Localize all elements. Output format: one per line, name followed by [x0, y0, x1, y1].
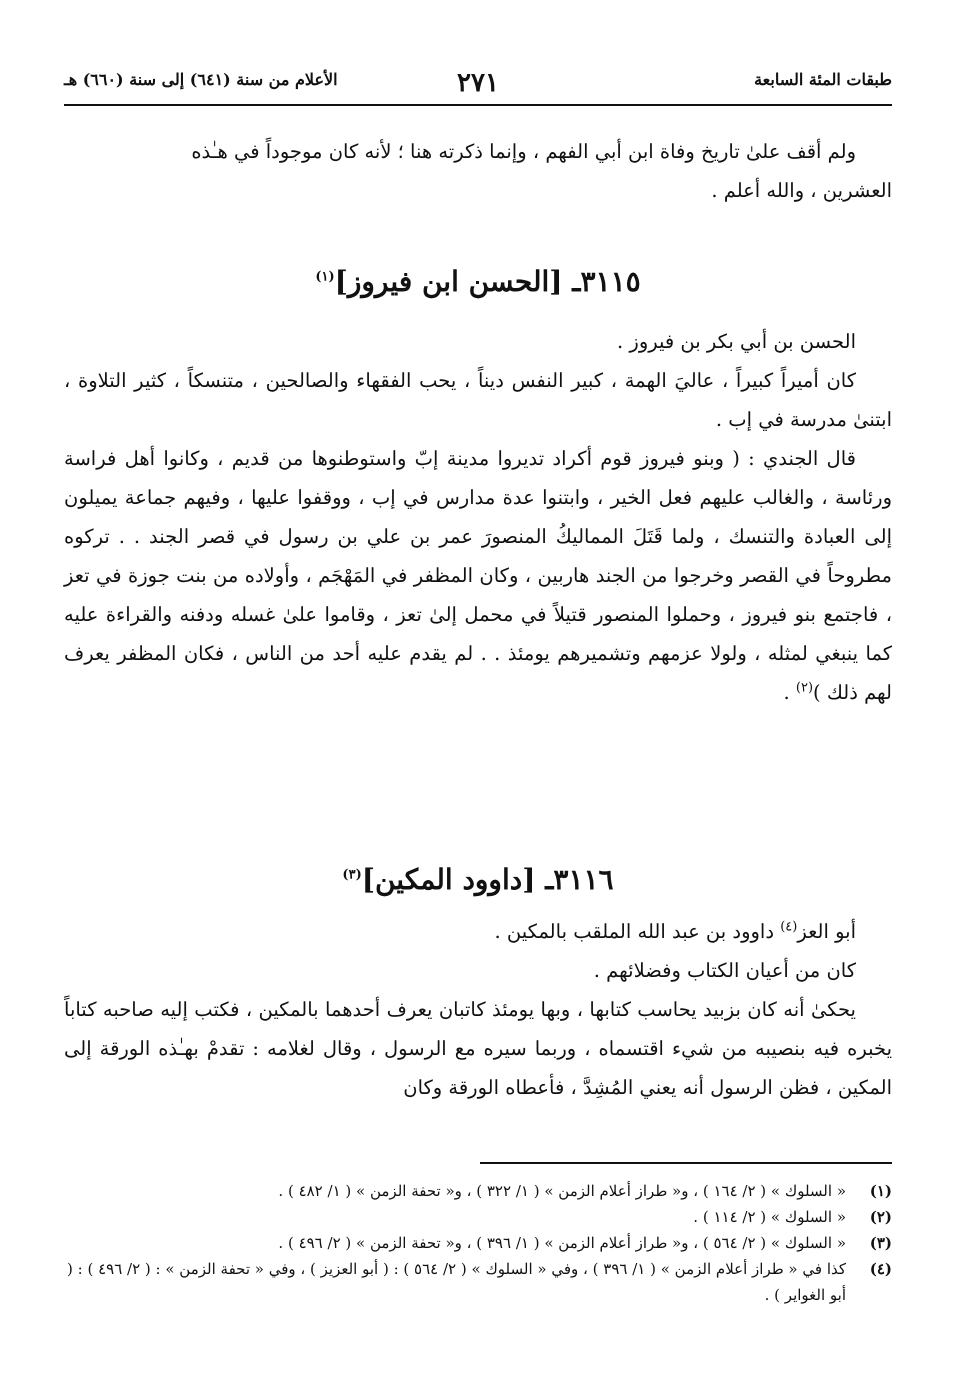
footnote-divider: [480, 1162, 892, 1164]
entry-3116-story: يحكىٰ أنه كان بزبيد يحاسب كتابها ، وبها يومئذ كاتبان يعرف أحدهما بالمكين ، فكتب إليه صاحبه كتاباً يخبره فيه بنصيبه من شيء اقتسماه ، وربما سيره مع الرسول ، وقال لغلامه : تقدمْ بهـٰذه الورقة إلى المكين ، فظن الرسول أنه يعني المُشِدَّ ، فأعطاه الورقة وكان: [64, 998, 892, 1099]
entry-3116-name-rest: داوود بن عبد الله الملقب بالمكين .: [494, 920, 781, 943]
page-number: ٢٧١: [457, 68, 499, 98]
entry-3115-quote-end: .: [783, 681, 796, 704]
entry-3116-description: كان من أعيان الكتاب وفضلائهم .: [593, 959, 856, 982]
entry-3116-kunya: أبو العز: [797, 920, 856, 943]
intro-line-2: العشرين ، والله أعلم .: [711, 179, 892, 202]
footnote-1: [64, 1178, 892, 1204]
running-header-right: طبقات المئة السابعة: [754, 70, 892, 89]
entry-3116-name: [64, 912, 892, 951]
footnote-2: [64, 1204, 892, 1230]
footnote-ref-4: (٤): [780, 919, 798, 935]
footnote-3-text: « السلوك » ( ٢/ ٥٦٤ ) ، و« طراز أعلام الزمن » ( ١/ ٣٩٦ ) ، و« تحفة الزمن » ( ٢/ ٤٩٦ ) .: [278, 1234, 846, 1252]
entry-3115-quote: [64, 439, 892, 712]
entry-3116-title-text: ٣١١٦ـ [داوود المكين]: [361, 863, 614, 896]
running-header-left: الأعلام من سنة (٦٤١) إلى سنة (٦٦٠) هـ: [64, 70, 338, 89]
footnote-ref-2: (٢): [795, 680, 814, 696]
footnote-3-number: (٣): [869, 1234, 892, 1252]
entry-3115-name: الحسن بن أبي بكر بن فيروز .: [617, 330, 856, 353]
footnotes: [64, 1178, 892, 1308]
intro-line-1: ولم أقف علىٰ تاريخ وفاة ابن أبي الفهم ، وإنما ذكرته هنا ؛ لأنه كان موجوداً في هـٰذه: [191, 140, 856, 163]
entry-3116-body: [64, 912, 892, 1107]
footnote-2-text: « السلوك » ( ٢/ ١١٤ ) .: [693, 1208, 846, 1226]
entry-3115-body: [64, 322, 892, 712]
entry-3116-title: [64, 860, 892, 900]
footnote-3: [64, 1230, 892, 1256]
footnote-4-text: كذا في « طراز أعلام الزمن » ( ١/ ٣٩٦ ) ، وفي « السلوك » ( ٢/ ٥٦٤ ) : ( أبو العزيز ) ، وفي « تحفة الزمن » : ( ٢/ ٤٩٦ ) : ( أبو الغواير ) .: [67, 1260, 846, 1304]
footnote-2-number: (٢): [869, 1208, 892, 1226]
intro-paragraph: [64, 132, 892, 210]
entry-3115-title: [64, 262, 892, 302]
footnote-4: [64, 1256, 892, 1308]
entry-3115-quote-text: قال الجندي : ( وبنو فيروز قوم أكراد تديروا مدينة إبّ واستوطنوها من قديم ، وكانوا أهل فراسة ورئاسة ، والغالب عليهم فعل الخير ، وابتنوا عدة مدارس في إب ، ووقفوا عليها ، وفيهم جماعة يميلون إلى العبادة والتنسك ، ولما قَتَلَ المماليكُ المنصورَ عمر بن علي بن رسول في قصر الجند . . تركوه مطروحاً في القصر وخرجوا من الجند هاربين ، وكان المظفر في المَهْجَم ، وأولاده من بنت جوزة في تعز ، فاجتمع بنو فيروز ، وحملوا المنصور قتيلاً في محمل إلىٰ تعز ، وقاموا علىٰ غسله ودفنه والقراءة عليه كما ينبغي لمثله ، ولولا عزمهم وتشميرهم يومئذ . . لم يقدم عليه أحد من الناس ، فكان المظفر يعرف لهم ذلك ): [64, 447, 892, 704]
entry-3115-description: كان أميراً كبيراً ، عاليَ الهمة ، كبير النفس ديناً ، يحب الفقهاء والصالحين ، متنسكاً ، كثير التلاوة ، ابتنىٰ مدرسة في إب .: [64, 369, 892, 431]
footnote-4-number: (٤): [869, 1260, 892, 1278]
footnote-1-number: (١): [869, 1182, 892, 1200]
header-divider: [64, 104, 892, 106]
footnote-1-text: « السلوك » ( ٢/ ١٦٤ ) ، و« طراز أعلام الزمن » ( ١/ ٣٢٢ ) ، و« تحفة الزمن » ( ١/ ٤٨٢ ) .: [278, 1182, 846, 1200]
footnote-ref-1: (١): [315, 269, 335, 285]
footnote-ref-3: (٣): [342, 867, 362, 883]
entry-3115-title-text: ٣١١٥ـ [الحسن ابن فيروز]: [334, 265, 641, 298]
